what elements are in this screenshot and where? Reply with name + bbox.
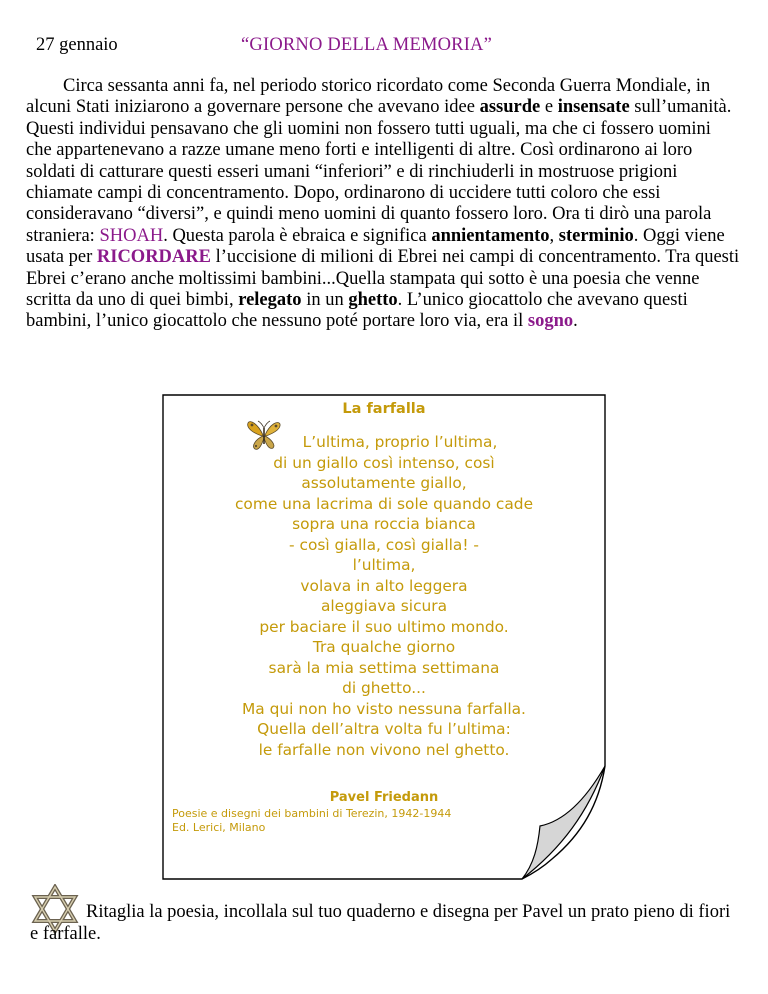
intro-text: . [573,311,578,332]
keyword-insensate: insensate [557,97,630,118]
intro-text: , [549,225,559,246]
intro-paragraph [26,76,741,333]
poem-title: La farfalla [342,401,426,417]
poem-sheet [162,394,606,880]
poem-line: - così gialla, così gialla! - [289,535,479,554]
source-book: Poesie e disegni dei bambini di Terezin, 1942-1944 [172,807,452,820]
keyword-assurde: assurde [479,97,541,118]
intro-text: in un [301,290,349,311]
poem-line: per baciare il suo ultimo mondo. [259,617,509,636]
keyword-ghetto: ghetto [348,290,398,311]
keyword-relegato: relegato [238,290,302,311]
intro-text: . Oggi viene usata per [26,225,725,268]
page-header [36,35,748,61]
poem-line: L’ultima, proprio l’ultima, [302,433,498,451]
activity-instruction [30,884,750,954]
poem-line: come una lacrima di sole quando cade [234,494,534,513]
intro-text: Circa sessanta anni fa, nel periodo storico ricordato come Seconda Guerra Mondiale, in alcuni Stati iniziarono a governare persone che avevano idee [26,76,711,118]
poem-line: sarà la mia settima settimana [268,658,500,677]
intro-text: sull’umanità. Questi individui pensavano che gli uomini non fossero tutti uguali, ma che ci fossero uomini che appartenevano a razze umane meno forti e intelligenti di altre. Così ordinarono ai loro soldati di catturare questi esseri umani “inferiori” e di rinchiuderli in mostruose prigioni chiamate campi di concentramento. Dopo, ordinarono di uccidere tutti coloro che essi consideravano “diversi”, e quindi meno uomini di quanto fossero loro. Ora ti dirò una parola straniera: [26,97,732,246]
instruction-text: Ritaglia la poesia, incollala sul tuo quaderno e disegna per Pavel un prato pieno di fiori e farfalle. [30,902,731,944]
poem [162,394,606,880]
intro-text: . L’unico giocattolo che avevano questi bambini, l’unico giocattolo che nessuno poté portare loro via, era il [26,290,688,332]
poem-line: Quella dell’altra volta fu l’ultima: [257,720,511,738]
poem-line: aleggiava sicura [320,597,448,615]
poem-line: le farfalle non vivono nel ghetto. [258,740,510,759]
intro-text: e [540,97,558,118]
keyword-ricordare: RICORDARE [96,247,211,268]
poem-line: di ghetto... [342,679,426,697]
intro-text: . Questa parola è ebraica e significa [163,225,432,246]
poem-line: di un giallo così intenso, così [273,453,495,472]
poem-line: l’ultima, [352,556,416,574]
poem-author: Pavel Friedann [329,790,439,805]
poem-lines [162,432,606,760]
poem-line: sopra una roccia bianca [292,515,476,533]
source-publisher: Ed. Lerici, Milano [172,821,266,834]
poem-source [172,807,451,835]
intro-text: l’uccisione di milioni di Ebrei nei campi di concentramento. Tra questi Ebrei c’erano anche moltissimi bambini...Quella stampata qui sotto è una poesia che venne scritta da uno di quei bimbi, [26,247,740,311]
keyword-sterminio: sterminio [558,225,634,246]
poem-line: volava in alto leggera [300,576,468,595]
poem-line: Ma qui non ho visto nessuna farfalla. [242,699,526,718]
keyword-shoah: SHOAH [99,225,164,246]
poem-line: assolutamente giallo, [301,474,467,492]
poem-line: Tra qualche giorno [312,638,456,656]
keyword-annientamento: annientamento [431,225,550,246]
date-label: 27 gennaio [36,35,118,55]
keyword-sogno: sogno [527,311,574,332]
page-title: “GIORNO DELLA MEMORIA” [241,35,493,55]
